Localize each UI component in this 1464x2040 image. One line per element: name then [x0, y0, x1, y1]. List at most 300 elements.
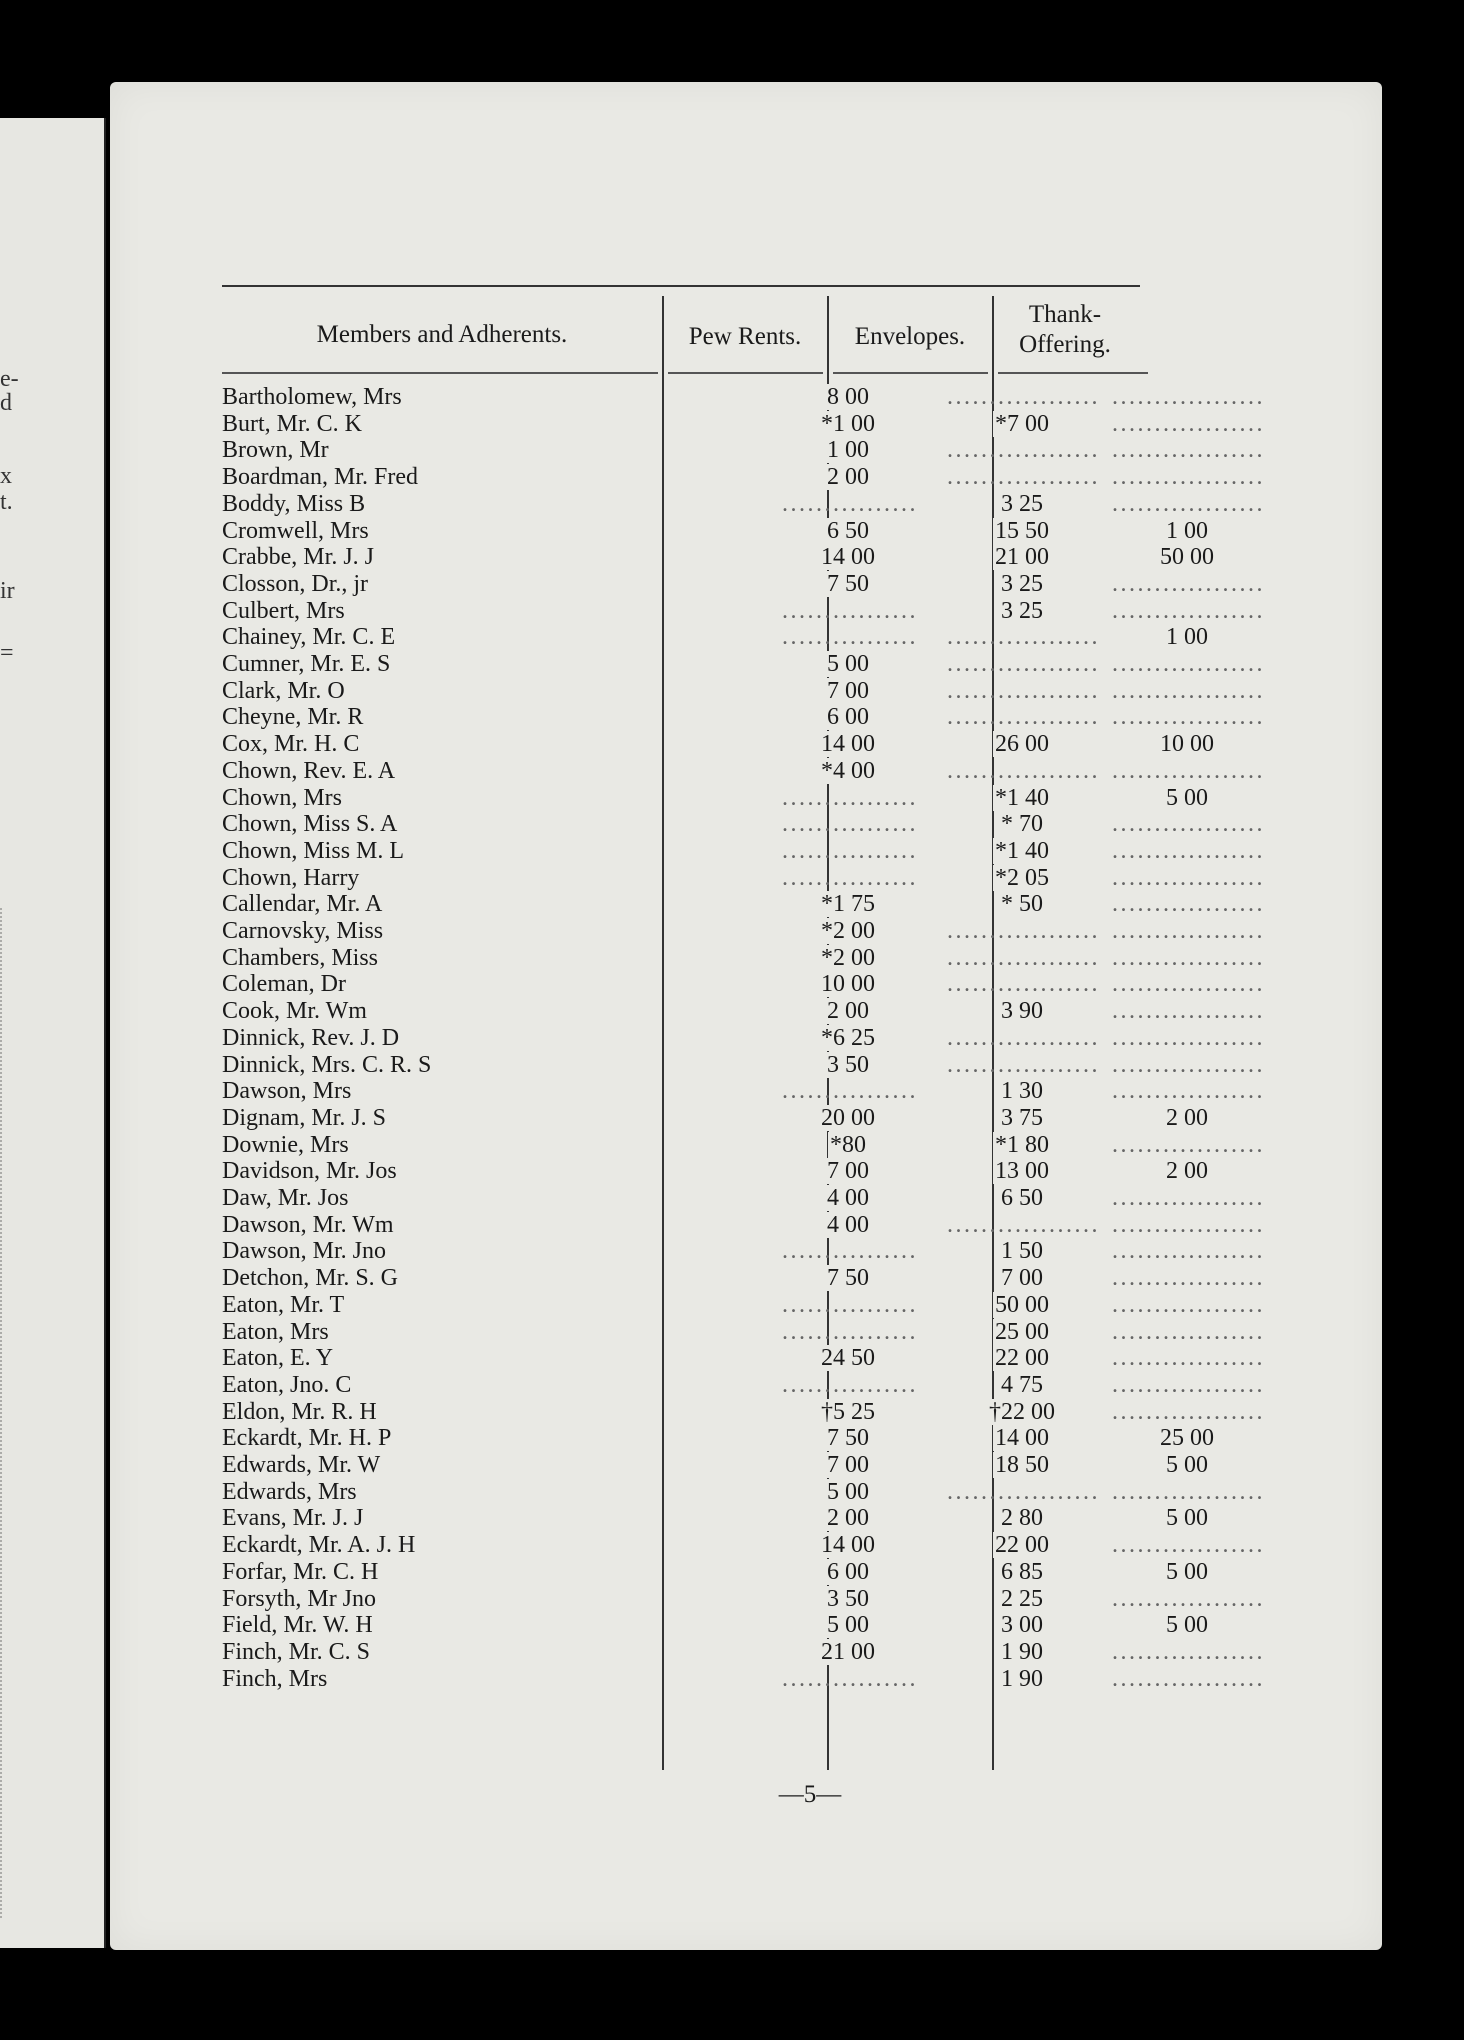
header-pew-rents: Pew Rents. [688, 323, 802, 350]
table-row [222, 1052, 1262, 1079]
envelopes-cell-value: 3 00 [1001, 1612, 1043, 1639]
envelopes-cell [947, 1345, 1097, 1372]
envelopes-cell [947, 1078, 1097, 1105]
envelopes-cell-value: 25 00 [995, 1318, 1049, 1345]
member-name-text: Chown, Mrs [222, 784, 343, 811]
table-row [222, 1105, 1262, 1132]
envelopes-cell [947, 865, 1097, 892]
pew-rent-cell [782, 464, 914, 491]
envelopes-cell [947, 1265, 1097, 1292]
member-name [222, 1132, 662, 1159]
pew-rent-cell [782, 811, 914, 838]
pew-rent-cell [782, 437, 914, 464]
table-row [222, 1425, 1262, 1452]
pew-rent-cell [782, 1559, 914, 1586]
previous-page-edge [0, 118, 106, 1948]
thank-offering-cell [1112, 1612, 1262, 1639]
pew-rent-cell-value: 7 50 [827, 1425, 869, 1452]
member-name [222, 1025, 662, 1052]
pew-rent-cell-value: 24 50 [821, 1345, 875, 1372]
envelopes-cell-value: 6 85 [1001, 1558, 1043, 1585]
pew-rent-cell [782, 1078, 914, 1105]
envelopes-cell-value: 21 00 [995, 544, 1049, 571]
pew-rent-cell [782, 1505, 914, 1532]
member-name [222, 945, 662, 972]
member-name [222, 918, 662, 945]
pew-rent-cell-value: 7 50 [827, 1265, 869, 1292]
envelopes-cell-value: †22 00 [989, 1398, 1055, 1425]
table-row [222, 491, 1262, 518]
thank-offering-cell [1112, 1052, 1262, 1079]
pew-rent-cell-value: *4 00 [821, 757, 875, 784]
table-row [222, 518, 1262, 545]
envelopes-cell-value: *1 40 [995, 837, 1049, 864]
envelopes-cell [947, 1132, 1097, 1159]
thank-offering-cell [1112, 1185, 1262, 1212]
envelopes-cell [947, 544, 1097, 571]
member-name-text: Dawson, Mrs [222, 1078, 352, 1105]
member-name [222, 1479, 662, 1506]
member-name-text: Forfar, Mr. C. H [222, 1558, 379, 1585]
edge-text: e- [0, 366, 19, 392]
pew-rent-cell-value: 10 00 [821, 971, 875, 998]
thank-offering-cell [1112, 1505, 1262, 1532]
envelopes-cell-value: 3 25 [1001, 570, 1043, 597]
pew-rent-cell-value: 7 00 [827, 1158, 869, 1185]
member-name-text: Brown, Mr [222, 437, 329, 464]
table-row [222, 998, 1262, 1025]
member-name [222, 624, 662, 651]
pew-rent-cell-value: 5 00 [827, 1612, 869, 1639]
pew-rent-cell [782, 945, 914, 972]
envelopes-cell [947, 1052, 1097, 1079]
thank-offering-cell-value: 5 00 [1166, 1612, 1208, 1639]
pew-rent-cell-value: 7 00 [827, 1452, 869, 1478]
thank-offering-cell [1112, 1158, 1262, 1185]
pew-rent-cell-value: 1 00 [827, 437, 869, 464]
member-name [222, 838, 662, 865]
pew-rent-cell [782, 998, 914, 1025]
member-name [222, 384, 662, 411]
thank-offering-cell-value: 1 00 [1166, 517, 1208, 544]
table-row [222, 1612, 1262, 1639]
thank-offering-cell [1112, 518, 1262, 545]
member-name [222, 1105, 662, 1132]
pew-rent-cell [782, 785, 914, 812]
member-name [222, 1559, 662, 1586]
member-name-text: Chown, Miss M. L [222, 837, 405, 864]
member-name-text: Edwards, Mrs [222, 1478, 357, 1505]
pew-rent-cell-value: *1 75 [821, 891, 875, 918]
thank-offering-cell-value: 2 00 [1166, 1158, 1208, 1185]
member-name-text: Finch, Mrs [222, 1665, 328, 1692]
thank-offering-cell [1112, 1212, 1262, 1239]
pew-rent-cell-value: 3 50 [827, 1051, 869, 1078]
member-name [222, 1078, 662, 1105]
thank-offering-cell [1112, 998, 1262, 1025]
pew-rent-cell [782, 491, 914, 518]
pew-rent-cell [782, 1185, 914, 1212]
member-name [222, 1292, 662, 1319]
header-envelopes: Envelopes. [854, 323, 966, 350]
member-name [222, 1372, 662, 1399]
member-name-text: Eaton, Mrs [222, 1318, 329, 1345]
envelopes-cell-value: *1 40 [995, 784, 1049, 811]
thank-offering-cell [1112, 1078, 1262, 1105]
member-name [222, 544, 662, 571]
table-row [222, 1586, 1262, 1613]
pew-rent-cell-value: 6 00 [827, 704, 869, 731]
thank-offering-cell-value: 5 00 [1166, 1505, 1208, 1532]
envelopes-cell [947, 1505, 1097, 1532]
envelopes-cell [947, 1372, 1097, 1399]
thank-offering-cell-value: 5 00 [1166, 1558, 1208, 1585]
thank-offering-cell [1112, 1372, 1262, 1399]
pew-rent-cell-value: 7 50 [827, 570, 869, 597]
table-row [222, 1372, 1262, 1399]
member-name-text: Chown, Miss S. A [222, 811, 398, 838]
member-name [222, 971, 662, 998]
thank-offering-cell-value: 5 00 [1166, 784, 1208, 811]
pew-rent-cell-value: †5 25 [821, 1398, 875, 1425]
member-name [222, 1238, 662, 1265]
envelopes-cell-value: *2 05 [995, 864, 1049, 891]
member-name-text: Dawson, Mr. Wm [222, 1211, 394, 1238]
pew-rent-cell [782, 1345, 914, 1372]
member-name-text: Chown, Rev. E. A [222, 757, 396, 784]
member-name [222, 651, 662, 678]
member-name-text: Coleman, Dr [222, 971, 346, 998]
member-name [222, 758, 662, 785]
envelopes-cell-value: 3 25 [1001, 597, 1043, 624]
member-name-text: Eldon, Mr. R. H [222, 1398, 377, 1425]
envelopes-cell-value: 50 00 [995, 1291, 1049, 1318]
member-name-text: Cook, Mr. Wm [222, 998, 367, 1025]
table-row [222, 678, 1262, 705]
member-name [222, 1212, 662, 1239]
pew-rent-cell-value: *2 00 [821, 918, 875, 944]
pew-rent-cell [782, 838, 914, 865]
member-name-text: Edwards, Mr. W [222, 1452, 381, 1478]
envelopes-cell-value: 1 50 [1001, 1238, 1043, 1265]
envelopes-cell-value: 22 00 [995, 1345, 1049, 1372]
edge-dot-leaders [0, 908, 16, 1918]
envelopes-cell [947, 598, 1097, 625]
table-row [222, 1532, 1262, 1559]
table-row [222, 1238, 1262, 1265]
envelopes-cell [947, 918, 1097, 945]
pew-rent-cell-value: 6 00 [827, 1558, 869, 1585]
table-row [222, 1078, 1262, 1105]
header-members: Members and Adherents. [316, 321, 568, 348]
pew-rent-cell [782, 678, 914, 705]
pew-rent-cell-value: 14 00 [821, 731, 875, 758]
member-name [222, 1399, 662, 1426]
table-row [222, 1345, 1262, 1372]
thank-offering-cell [1112, 384, 1262, 411]
pew-rent-cell [782, 1265, 914, 1292]
member-name [222, 571, 662, 598]
table-row [222, 437, 1262, 464]
pew-rent-cell-value: *1 00 [821, 410, 875, 437]
envelopes-cell [947, 758, 1097, 785]
thank-offering-cell [1112, 1319, 1262, 1346]
header-underline [222, 372, 658, 374]
envelopes-cell [947, 704, 1097, 731]
member-name-text: Forsyth, Mr Jno [222, 1585, 377, 1612]
table-row [222, 731, 1262, 758]
member-name [222, 598, 662, 625]
thank-offering-cell [1112, 838, 1262, 865]
envelopes-cell-value: 3 25 [1001, 490, 1043, 517]
thank-offering-cell [1112, 1425, 1262, 1452]
edge-text: = [0, 640, 14, 666]
envelopes-cell-value: 26 00 [995, 731, 1049, 758]
table-row [222, 1212, 1262, 1239]
thank-offering-cell [1112, 1532, 1262, 1559]
table-row [222, 544, 1262, 571]
pew-rent-cell-value: *80 [830, 1131, 866, 1158]
envelopes-cell [947, 1425, 1097, 1452]
pew-rent-cell-value: 4 00 [827, 1211, 869, 1238]
pew-rent-cell [782, 571, 914, 598]
member-name-text: Davidson, Mr. Jos [222, 1158, 397, 1185]
pew-rent-cell-value: 6 50 [827, 517, 869, 544]
member-name-text: Chambers, Miss [222, 944, 378, 971]
member-name-text: Cox, Mr. H. C [222, 731, 360, 758]
envelopes-cell-value: * 70 [1001, 811, 1043, 838]
table-row [222, 811, 1262, 838]
thank-offering-cell [1112, 704, 1262, 731]
pew-rent-cell [782, 1425, 914, 1452]
member-name-text: Eaton, Jno. C [222, 1371, 352, 1398]
member-name-text: Chown, Harry [222, 864, 360, 891]
member-name [222, 1345, 662, 1372]
envelopes-cell [947, 1586, 1097, 1613]
pew-rent-cell-value: *2 00 [821, 944, 875, 971]
envelopes-cell-value: 14 00 [995, 1425, 1049, 1452]
thank-offering-cell [1112, 1265, 1262, 1292]
member-name-text: Downie, Mrs [222, 1131, 349, 1158]
pew-rent-cell [782, 1666, 914, 1693]
thank-offering-cell [1112, 785, 1262, 812]
envelopes-cell [947, 464, 1097, 491]
envelopes-cell [947, 651, 1097, 678]
member-name [222, 1052, 662, 1079]
pew-rent-cell [782, 1238, 914, 1265]
pew-rent-cell [782, 1052, 914, 1079]
envelopes-cell [947, 1532, 1097, 1559]
thank-offering-cell [1112, 1105, 1262, 1132]
member-name-text: Carnovsky, Miss [222, 918, 384, 944]
member-name [222, 785, 662, 812]
pew-rent-cell [782, 1612, 914, 1639]
table-row [222, 1399, 1262, 1426]
envelopes-cell-value: 18 50 [995, 1452, 1049, 1478]
pew-rent-cell [782, 1372, 914, 1399]
member-name [222, 1639, 662, 1666]
member-name [222, 1452, 662, 1479]
table-row [222, 411, 1262, 438]
member-name [222, 1319, 662, 1346]
thank-offering-cell [1112, 437, 1262, 464]
pew-rent-cell-value: 21 00 [821, 1638, 875, 1665]
thank-offering-cell [1112, 678, 1262, 705]
pew-rent-cell [782, 731, 914, 758]
thank-offering-cell [1112, 891, 1262, 918]
thank-offering-cell [1112, 1479, 1262, 1506]
envelopes-cell [947, 491, 1097, 518]
member-name [222, 411, 662, 438]
header-thank-offering: Thank-Offering. [1019, 301, 1111, 358]
member-name [222, 811, 662, 838]
envelopes-cell-value: 7 00 [1001, 1265, 1043, 1292]
thank-offering-cell [1112, 1639, 1262, 1666]
envelopes-cell [947, 1452, 1097, 1479]
envelopes-cell [947, 891, 1097, 918]
ledger-page [110, 82, 1382, 1950]
envelopes-cell [947, 971, 1097, 998]
table-row [222, 624, 1262, 651]
member-name-text: Evans, Mr. J. J [222, 1505, 364, 1532]
table-row [222, 918, 1262, 945]
member-name-text: Callendar, Mr. A [222, 891, 383, 918]
pew-rent-cell [782, 1639, 914, 1666]
envelopes-cell-value: 4 75 [1001, 1371, 1043, 1398]
member-name-text: Burt, Mr. C. K [222, 410, 363, 437]
envelopes-cell [947, 811, 1097, 838]
pew-rent-cell [782, 891, 914, 918]
table-row [222, 1452, 1262, 1479]
member-name [222, 1425, 662, 1452]
member-name-text: Finch, Mr. C. S [222, 1638, 371, 1665]
thank-offering-cell [1112, 1559, 1262, 1586]
pew-rent-cell [782, 651, 914, 678]
member-name-text: Dawson, Mr. Jno [222, 1238, 387, 1265]
envelopes-cell [947, 1158, 1097, 1185]
thank-offering-cell [1112, 918, 1262, 945]
member-name [222, 704, 662, 731]
envelopes-cell-value: *1 80 [995, 1131, 1049, 1158]
table-row [222, 651, 1262, 678]
edge-text: t. [0, 489, 13, 515]
member-name-text: Cheyne, Mr. R [222, 704, 364, 731]
pew-rent-cell [782, 384, 914, 411]
envelopes-cell [947, 1212, 1097, 1239]
table-row [222, 1505, 1262, 1532]
envelopes-cell [947, 1238, 1097, 1265]
envelopes-cell [947, 1025, 1097, 1052]
thank-offering-cell [1112, 731, 1262, 758]
envelopes-cell [947, 1319, 1097, 1346]
member-name [222, 1158, 662, 1185]
table-row [222, 971, 1262, 998]
thank-offering-cell-value: 50 00 [1160, 544, 1214, 571]
envelopes-cell [947, 437, 1097, 464]
thank-offering-cell [1112, 544, 1262, 571]
thank-offering-cell-value: 25 00 [1160, 1425, 1214, 1452]
thank-offering-cell [1112, 1586, 1262, 1613]
member-name [222, 464, 662, 491]
pew-rent-cell [782, 1105, 914, 1132]
member-name-text: Eaton, E. Y [222, 1345, 334, 1372]
envelopes-cell [947, 1666, 1097, 1693]
member-name-text: Boddy, Miss B [222, 490, 366, 517]
table-row [222, 838, 1262, 865]
thank-offering-cell-value: 1 00 [1166, 624, 1208, 651]
pew-rent-cell-value: 2 00 [827, 464, 869, 491]
member-name-text: Field, Mr. W. H [222, 1612, 373, 1639]
thank-offering-cell-value: 2 00 [1166, 1104, 1208, 1131]
pew-rent-cell-value: 20 00 [821, 1104, 875, 1131]
table-row [222, 1319, 1262, 1346]
pew-rent-cell-value: 4 00 [827, 1185, 869, 1211]
thank-offering-cell [1112, 1666, 1262, 1693]
pew-rent-cell [782, 624, 914, 651]
envelopes-cell [947, 945, 1097, 972]
member-name [222, 1185, 662, 1212]
table-row [222, 758, 1262, 785]
member-name-text: Bartholomew, Mrs [222, 384, 402, 410]
member-name [222, 518, 662, 545]
member-name-text: Eckardt, Mr. H. P [222, 1425, 392, 1452]
pew-rent-cell [782, 704, 914, 731]
table-row [222, 598, 1262, 625]
member-name [222, 437, 662, 464]
pew-rent-cell [782, 1586, 914, 1613]
envelopes-cell [947, 571, 1097, 598]
pew-rent-cell [782, 1025, 914, 1052]
envelopes-cell-value: 6 50 [1001, 1185, 1043, 1211]
envelopes-cell [947, 838, 1097, 865]
envelopes-cell [947, 1185, 1097, 1212]
pew-rent-cell-value: 2 00 [827, 1505, 869, 1532]
pew-rent-cell [782, 1212, 914, 1239]
thank-offering-cell-value: 5 00 [1166, 1452, 1208, 1478]
envelopes-cell [947, 1399, 1097, 1426]
pew-rent-cell [782, 544, 914, 571]
member-name [222, 865, 662, 892]
envelopes-cell [947, 1479, 1097, 1506]
pew-rent-cell [782, 411, 914, 438]
member-name [222, 731, 662, 758]
envelopes-cell-value: 15 50 [995, 517, 1049, 544]
pew-rent-cell [782, 1132, 914, 1159]
table-row [222, 1292, 1262, 1319]
member-name-text: Cumner, Mr. E. S [222, 651, 391, 677]
envelopes-cell-value: 3 75 [1001, 1104, 1043, 1131]
pew-rent-cell-value: 14 00 [821, 544, 875, 571]
pew-rent-cell-value: 3 50 [827, 1585, 869, 1612]
thank-offering-cell [1112, 865, 1262, 892]
envelopes-cell [947, 624, 1097, 651]
table-row [222, 1265, 1262, 1292]
envelopes-cell [947, 1612, 1097, 1639]
thank-offering-cell [1112, 491, 1262, 518]
member-name-text: Eckardt, Mr. A. J. H [222, 1532, 416, 1559]
table-row [222, 1639, 1262, 1666]
thank-offering-cell [1112, 758, 1262, 785]
edge-text: d [0, 390, 12, 416]
pew-rent-cell [782, 865, 914, 892]
thank-offering-cell [1112, 464, 1262, 491]
pew-rent-cell-value: 5 00 [827, 651, 869, 677]
pew-rent-cell-value: *6 25 [821, 1024, 875, 1051]
member-name-text: Boardman, Mr. Fred [222, 464, 418, 491]
thank-offering-cell [1112, 1025, 1262, 1052]
pew-rent-cell [782, 1319, 914, 1346]
member-name-text: Cromwell, Mrs [222, 517, 369, 544]
